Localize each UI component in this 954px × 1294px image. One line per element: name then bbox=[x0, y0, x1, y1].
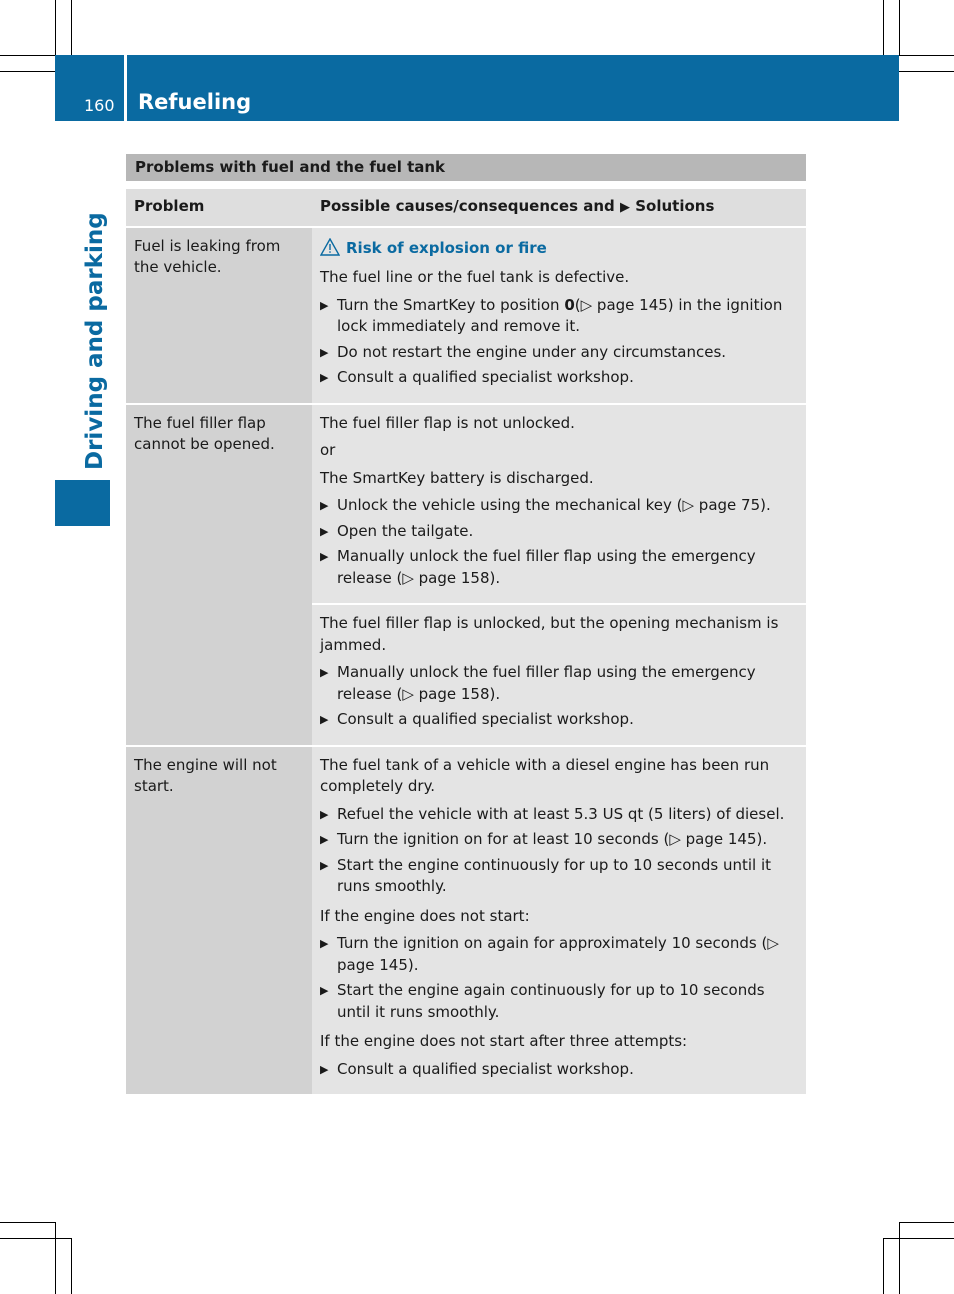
table-header-row bbox=[126, 189, 806, 227]
table-row bbox=[126, 227, 806, 404]
warning-heading: Risk of explosion or fire bbox=[320, 238, 800, 260]
condition-text: If the engine does not start after three attempts: bbox=[320, 1032, 688, 1050]
condition-text: If the engine does not start: bbox=[320, 906, 530, 925]
solution-cell bbox=[312, 604, 806, 746]
crop-mark bbox=[899, 55, 954, 56]
crop-mark bbox=[883, 1238, 954, 1239]
solution-cell bbox=[312, 227, 806, 404]
list-item: ▶ Start the engine continuously for up to 10 seconds until it runs smoothly. bbox=[320, 855, 772, 895]
list-item: ▶ Consult a qualified specialist workshop. bbox=[320, 1059, 800, 1081]
crop-mark bbox=[0, 1222, 56, 1223]
crop-mark bbox=[899, 0, 900, 56]
list-item: ▶ Unlock the vehicle using the mechanical key (▷ page 75). bbox=[320, 495, 800, 517]
triangle-right-icon: ▶ bbox=[320, 713, 329, 726]
triangle-right-icon: ▶ bbox=[320, 371, 329, 384]
crop-mark bbox=[0, 55, 56, 56]
section-title: Problems with fuel and the fuel tank bbox=[126, 154, 806, 181]
crop-mark bbox=[0, 71, 56, 72]
column-header-problem: Problem bbox=[126, 189, 312, 227]
triangle-right-icon: ▶ bbox=[320, 807, 329, 821]
triangle-right-icon: ▶ bbox=[320, 666, 329, 679]
list-item: ▶ Do not restart the engine under any circumstances. bbox=[320, 342, 800, 364]
solution-cell bbox=[312, 746, 806, 1095]
list-item: ▶ Start the engine again continuously for up to 10 seconds until it runs smoothly. bbox=[320, 981, 765, 1021]
triangle-right-icon: ▶ bbox=[320, 1062, 329, 1076]
cause-text: The fuel filler flap is unlocked, but the opening mechanism is jammed. bbox=[320, 614, 779, 654]
list-item: ▶ Turn the ignition on again for approximately 10 seconds (▷ page 145). bbox=[320, 934, 779, 974]
cause-text: The fuel line or the fuel tank is defective. bbox=[320, 268, 630, 286]
cause-text: The SmartKey battery is discharged. bbox=[320, 468, 594, 487]
list-item: ▶ Consult a qualified specialist workshop. bbox=[320, 367, 800, 389]
list-item: ▶ Open the tailgate. bbox=[320, 521, 800, 543]
table-row bbox=[126, 746, 806, 1095]
crop-mark bbox=[55, 1222, 56, 1294]
list-item: ▶ Turn the SmartKey to position 0(▷ page 145) in the ignition lock immediately and remove it. bbox=[320, 295, 783, 335]
cause-text: The fuel tank of a vehicle with a diesel engine has been run completely dry. bbox=[320, 755, 770, 795]
list-item: ▶ Turn the ignition on for at least 10 seconds (▷ page 145). bbox=[320, 829, 800, 851]
triangle-right-icon: ▶ bbox=[320, 524, 329, 538]
side-section-title: Driving and parking bbox=[82, 212, 108, 470]
triangle-right-icon: ▶ bbox=[620, 200, 631, 215]
problem-cell: The engine will not start. bbox=[126, 746, 312, 1095]
list-item: ▶ Manually unlock the fuel filler flap using the emergency release (▷ page 158). bbox=[320, 663, 756, 703]
crop-mark bbox=[883, 1238, 884, 1294]
triangle-right-icon: ▶ bbox=[320, 499, 329, 512]
triangle-right-icon: ▶ bbox=[320, 984, 329, 997]
crop-mark bbox=[71, 0, 72, 56]
triangle-right-icon: ▶ bbox=[320, 833, 329, 846]
triangle-right-icon: ▶ bbox=[320, 345, 329, 359]
page-number: 160 bbox=[84, 96, 115, 115]
warning-triangle-icon bbox=[320, 239, 346, 257]
side-tab-marker bbox=[55, 480, 110, 526]
list-item: ▶ Consult a qualified specialist workshop. bbox=[320, 709, 800, 731]
triangle-right-icon: ▶ bbox=[320, 937, 329, 950]
column-header-solutions: Possible causes/consequences and ▶ Solutions bbox=[312, 189, 806, 227]
problem-cell: Fuel is leaking from the vehicle. bbox=[126, 227, 312, 404]
list-item: ▶ Refuel the vehicle with at least 5.3 US qt (5 liters) of diesel. bbox=[320, 804, 800, 826]
crop-mark bbox=[71, 1238, 72, 1294]
table-row bbox=[126, 404, 806, 605]
triangle-right-icon: ▶ bbox=[320, 550, 329, 563]
triangle-right-icon: ▶ bbox=[320, 858, 329, 872]
crop-mark bbox=[0, 1238, 72, 1239]
crop-mark bbox=[883, 0, 884, 56]
crop-mark bbox=[55, 0, 56, 56]
list-item: ▶ Manually unlock the fuel filler flap using the emergency release (▷ page 158). bbox=[320, 547, 756, 587]
crop-mark bbox=[899, 1222, 900, 1294]
crop-mark bbox=[899, 1222, 954, 1223]
header-separator bbox=[124, 55, 127, 121]
or-text: or bbox=[320, 441, 336, 459]
chapter-title: Refueling bbox=[138, 90, 252, 114]
triangle-right-icon: ▶ bbox=[320, 298, 329, 312]
cause-text: The fuel filler flap is not unlocked. bbox=[320, 413, 575, 432]
crop-mark bbox=[899, 71, 954, 72]
problem-cell: The fuel filler flap cannot be opened. bbox=[126, 404, 312, 746]
solution-cell bbox=[312, 404, 806, 605]
problems-table bbox=[126, 189, 806, 1094]
